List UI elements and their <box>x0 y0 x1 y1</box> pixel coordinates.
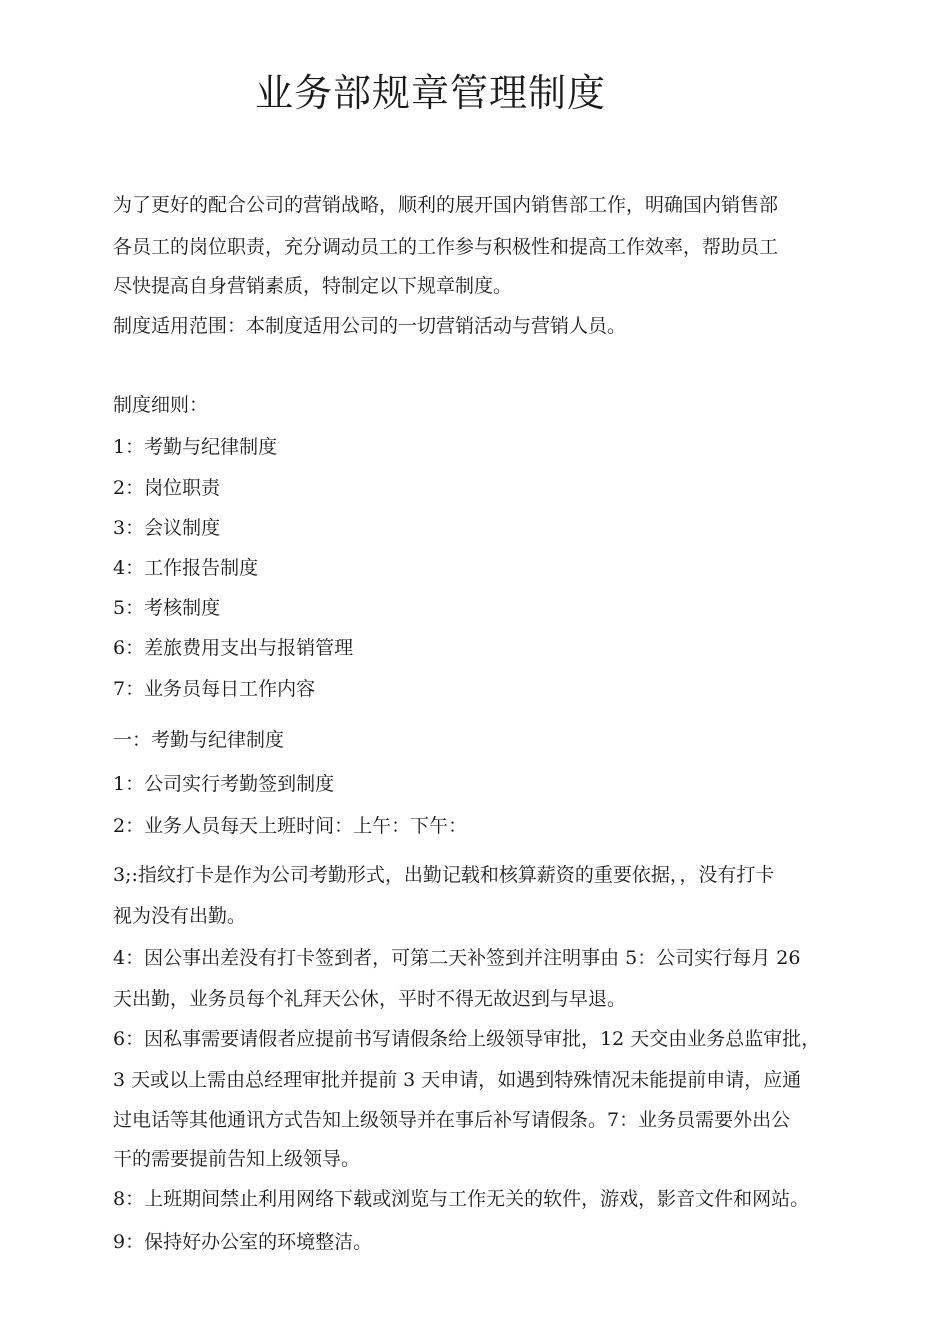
intro-line: 为了更好的配合公司的营销战略，顺利的展开国内销售部工作，明确国内销售部 <box>113 194 779 216</box>
section-line: 6：因私事需要请假者应提前书写请假条给上级领导审批，12 天交由业务总监审批， <box>113 1028 821 1050</box>
section-line: 干的需要提前告知上级领导。 <box>113 1148 361 1170</box>
section-line: 视为没有出勤。 <box>113 905 247 927</box>
document-title: 业务部规章管理制度 <box>255 71 607 115</box>
intro-line: 各员工的岗位职责，充分调动员工的工作参与积极性和提高工作效率，帮助员工 <box>113 236 779 258</box>
scope-statement: 制度适用范围：本制度适用公司的一切营销活动与营销人员。 <box>113 315 627 337</box>
rule-item: 6：差旅费用支出与报销管理 <box>113 637 354 659</box>
rule-item: 1：考勤与纪律制度 <box>113 436 278 458</box>
intro-line: 尽快提高自身营销素质，特制定以下规章制度。 <box>113 275 513 297</box>
section-line: 3;:指纹打卡是作为公司考勤形式，出勤记载和核算薪资的重要依据，，没有打卡 <box>113 864 775 886</box>
section-line: 1：公司实行考勤签到制度 <box>113 773 335 795</box>
rule-item: 3：会议制度 <box>113 517 221 539</box>
rule-item: 2：岗位职责 <box>113 477 221 499</box>
rule-item: 7：业务员每日工作内容 <box>113 678 316 700</box>
section-line: 8：上班期间禁止利用网络下载或浏览与工作无关的软件，游戏，影音文件和网站。 <box>113 1188 810 1210</box>
section-line: 2：业务人员每天上班时间：上午：下午： <box>113 815 468 837</box>
section-line: 过电话等其他通讯方式告知上级领导并在事后补写请假条。7：业务员需要外出公 <box>113 1109 791 1131</box>
rule-item: 5：考核制度 <box>113 597 221 619</box>
rule-item: 4：工作报告制度 <box>113 557 259 579</box>
section-line: 9：保持好办公室的环境整洁。 <box>113 1231 373 1253</box>
section-line: 4：因公事出差没有打卡签到者，可第二天补签到并注明事由 5：公司实行每月 26 <box>113 947 801 969</box>
section-line: 3 天或以上需由总经理审批并提前 3 天申请，如遇到特殊情况未能提前申请，应通 <box>113 1069 802 1091</box>
section-line: 天出勤，业务员每个礼拜天公休，平时不得无故迟到与早退。 <box>113 988 627 1010</box>
rules-heading: 制度细则： <box>113 394 209 416</box>
section-heading: 一：考勤与纪律制度 <box>113 729 285 751</box>
